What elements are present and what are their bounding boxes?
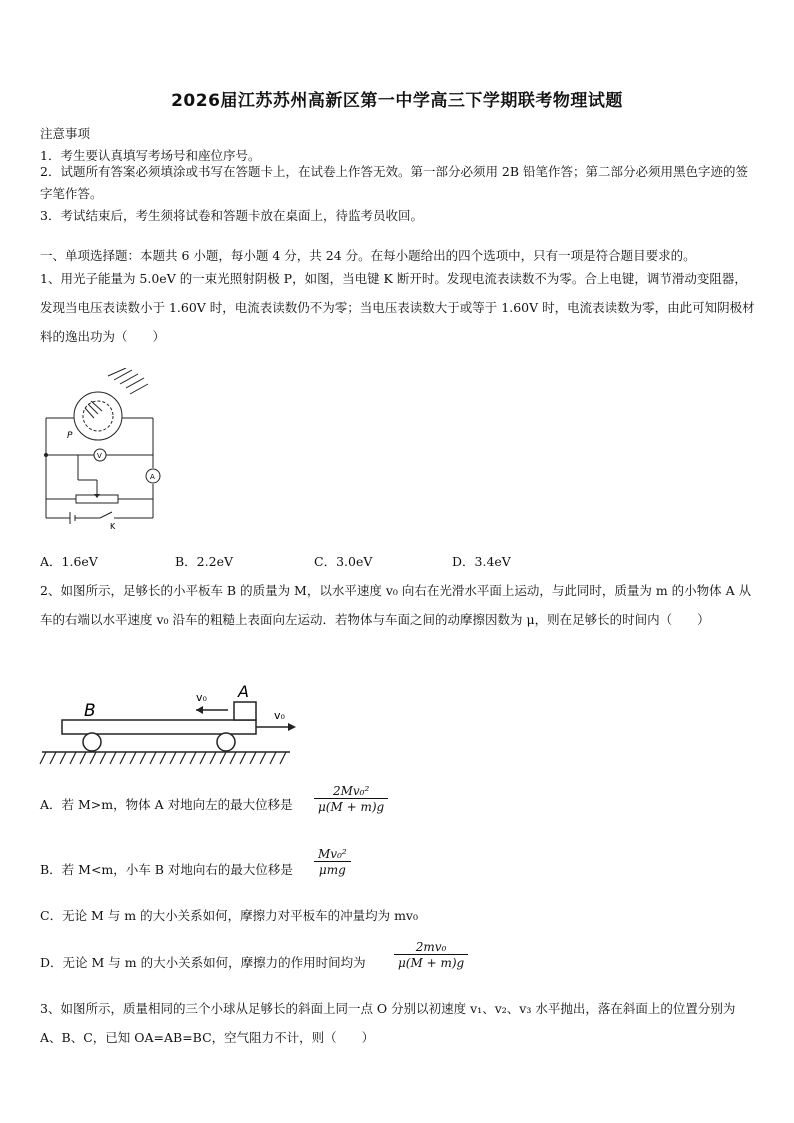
- question-2-stem: 2、如图所示，足够长的小平板车 B 的质量为 M，以水平速度 v₀ 向右在光滑水平面上运动，与此同时，质量为 m 的小物体 A 从车的右端以水平速度 v₀ 沿车的粗糙上表面向左运动．若物体与车面之间的动摩擦因数为 μ，则在足够长的时间内（ ）: [40, 583, 752, 627]
- q2-option-d: D．无论 M 与 m 的大小关系如何，摩擦力的作用时间均为: [40, 955, 366, 970]
- cart-block-figure: [38, 672, 300, 768]
- cart-velocity-label: v₀: [274, 709, 285, 722]
- page-title: 2026届江苏苏州高新区第一中学高三下学期联考物理试题: [171, 91, 623, 111]
- notice-item-1: 1．考生要认真填写考场号和座位序号。: [40, 148, 261, 163]
- q2-option-b: B．若 M<m，小车 B 对地向右的最大位移是: [40, 862, 293, 877]
- q2-option-b-fraction: [314, 847, 351, 877]
- notice-item-2: 2．试题所有答案必须填涂或书写在答题卡上，在试卷上作答无效。第一部分必须用 2B 铅笔作答；第二部分必须用黑色字迹的签字笔作答。: [40, 164, 749, 201]
- q2-option-d-denominator: μ(M + m)g: [394, 954, 468, 970]
- q2-option-a-fraction: [314, 784, 388, 814]
- q1-option-b: B．2.2eV: [175, 554, 233, 569]
- block-label: A: [238, 682, 249, 701]
- switch-label: K: [110, 522, 116, 530]
- q2-option-a-denominator: μ(M + m)g: [314, 798, 388, 814]
- q2-option-d-numerator: 2mv₀: [415, 940, 447, 954]
- q2-option-a-numerator: 2Mv₀²: [332, 784, 370, 798]
- q1-option-d: D．3.4eV: [452, 554, 511, 569]
- notice-item-3: 3．考试结束后，考生须将试卷和答题卡放在桌面上，待监考员收回。: [40, 208, 423, 223]
- q1-option-a: A．1.6eV: [40, 554, 98, 569]
- voltmeter-label: V: [97, 452, 102, 460]
- q2-option-c: C．无论 M 与 m 的大小关系如何，摩擦力对平板车的冲量均为 mv₀: [40, 908, 419, 923]
- block-velocity-label: v₀: [196, 691, 207, 704]
- ammeter-label: A: [150, 473, 155, 481]
- q2-option-a: A．若 M>m，物体 A 对地向左的最大位移是: [40, 797, 293, 812]
- question-3-stem: 3、如图所示，质量相同的三个小球从足够长的斜面上同一点 O 分别以初速度 v₁、v₂、v₃ 水平抛出，落在斜面上的位置分别为 A、B、C，已知 OA=AB=BC，空气阻力不计，则（ ）: [40, 1001, 736, 1045]
- q1-option-c: C．3.0eV: [314, 554, 373, 569]
- q2-option-b-denominator: μmg: [314, 861, 351, 877]
- photoelectric-circuit-figure: [38, 368, 168, 530]
- cathode-label: P: [67, 431, 73, 441]
- q2-option-b-numerator: Mv₀²: [318, 847, 347, 861]
- section-heading: 一、单项选择题：本题共 6 小题，每小题 4 分，共 24 分。在每小题给出的四个选项中，只有一项是符合题目要求的。: [40, 248, 696, 263]
- question-1-stem: 1、用光子能量为 5.0eV 的一束光照射阴极 P，如图，当电键 K 断开时。发现电流表读数不为零。合上电键，调节滑动变阻器，发现当电压表读数小于 1.60V 时，电流表读数仍不为零；当电压表读数大于或等于 1.60V 时，电流表读数为零，由此可知阴极材料的逸出功为（ ）: [40, 271, 755, 344]
- notice-heading: 注意事项: [40, 126, 91, 141]
- q2-option-d-fraction: [394, 940, 468, 970]
- cart-label: B: [84, 701, 96, 721]
